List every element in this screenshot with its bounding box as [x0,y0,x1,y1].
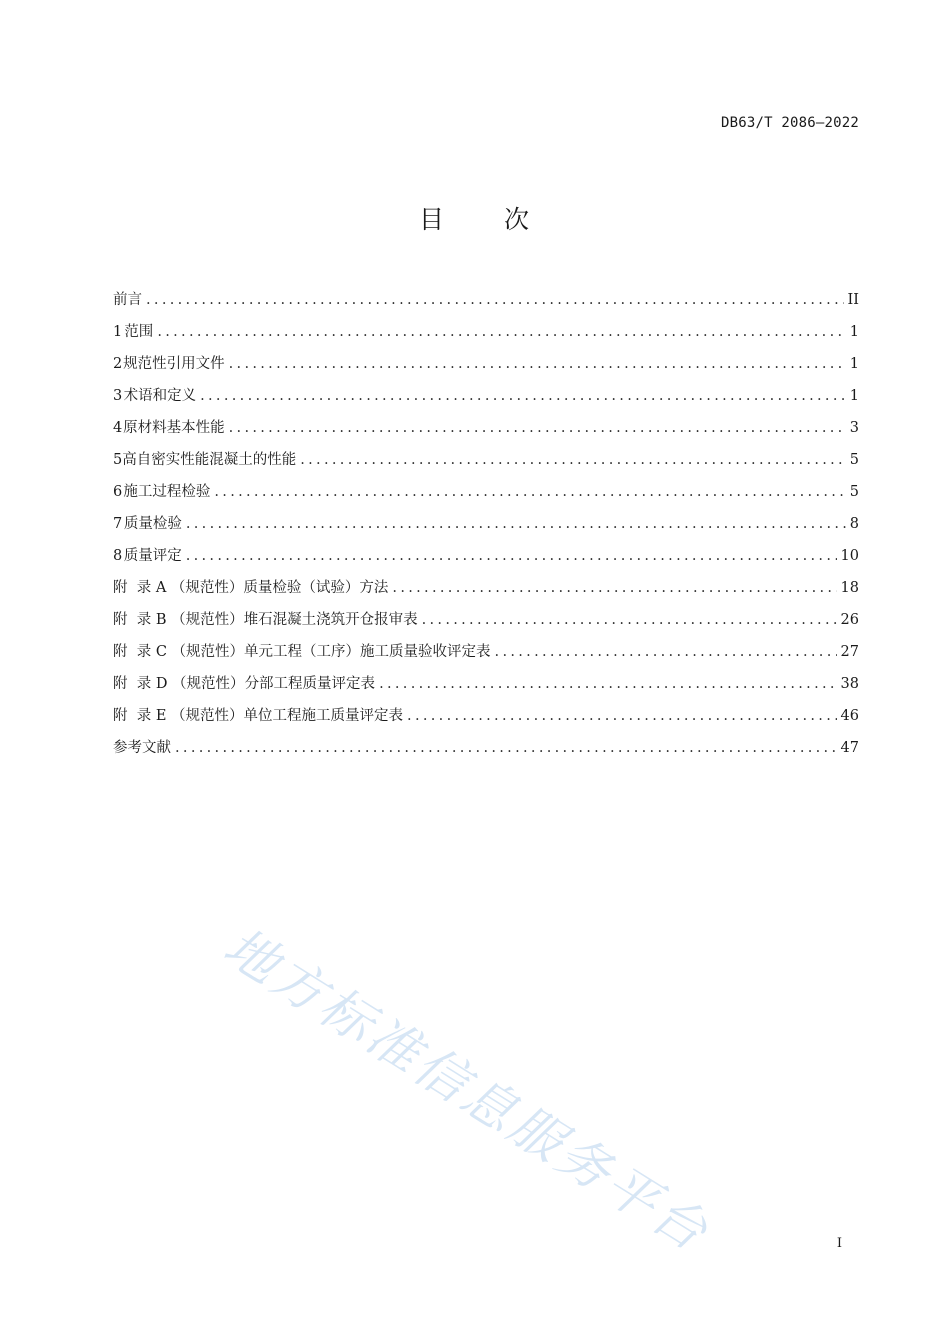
toc-label: 范围 [124,324,154,340]
toc-number: 8 [113,548,123,564]
toc-entry-7[interactable] [113,512,859,544]
title-char-1: 目 [418,205,446,234]
dot-leader [214,484,845,500]
page-number: I [836,1236,842,1251]
toc-page-number: 47 [840,740,859,756]
toc-number: 3 [113,388,123,404]
toc-page-number: 5 [849,484,859,500]
dot-leader [379,676,836,692]
toc-entry-1[interactable] [113,320,859,352]
dot-leader [229,356,846,372]
toc-page-number: 8 [849,516,859,532]
toc-number: 6 [113,484,123,500]
title-char-2: 次 [504,205,532,234]
table-of-contents [113,288,859,768]
toc-entry-8[interactable] [113,544,859,576]
dot-leader [175,740,837,756]
toc-entry-annex-b[interactable] [113,608,859,640]
toc-entry-references[interactable] [113,736,859,768]
toc-page-number: 10 [840,548,859,564]
dot-leader [186,516,846,532]
toc-label: 施工过程检验 [123,484,211,500]
toc-entry-annex-d[interactable] [113,672,859,704]
toc-entry-5[interactable] [113,448,859,480]
toc-number: 7 [113,516,123,532]
toc-label: 原材料基本性能 [123,420,225,436]
toc-page-number: 27 [840,644,859,660]
annex-prefix: 附 录 E （规范性） [113,708,244,724]
toc-page-number: 3 [849,420,859,436]
toc-label: 高自密实性能混凝土的性能 [122,452,297,468]
dot-leader [495,644,837,660]
dot-leader [229,420,846,436]
toc-entry-3[interactable] [113,384,859,416]
toc-label: 单位工程施工质量评定表 [243,708,404,724]
toc-page-number: 1 [849,356,859,372]
dot-leader [146,292,844,308]
toc-page-number: 18 [840,580,859,596]
toc-page-number: 1 [849,388,859,404]
toc-page-number: 38 [840,676,859,692]
dot-leader [157,324,845,340]
toc-entry-2[interactable] [113,352,859,384]
watermark: 地方标准信息服务平台 [213,916,720,1265]
toc-label: 术语和定义 [123,388,197,404]
toc-label: 前言 [113,292,142,308]
toc-label: 规范性引用文件 [123,356,225,372]
annex-prefix: 附 录 B （规范性） [113,612,244,628]
toc-number: 2 [113,356,123,372]
toc-entry-annex-e[interactable] [113,704,859,736]
dot-leader [300,452,846,468]
toc-number: 1 [113,324,123,340]
toc-label: 质量评定 [123,548,182,564]
dot-leader [186,548,837,564]
toc-page-number: 1 [849,324,859,340]
toc-number: 4 [113,420,123,436]
annex-prefix: 附 录 A （规范性） [113,580,244,596]
annex-prefix: 附 录 C （规范性） [113,644,245,660]
toc-page-number: II [847,292,859,308]
dot-leader [422,612,837,628]
page-title [0,200,950,236]
toc-label: 堆石混凝土浇筑开仓报审表 [243,612,418,628]
toc-label: 单元工程（工序）施工质量验收评定表 [244,644,491,660]
toc-page-number: 26 [840,612,859,628]
toc-label: 分部工程质量评定表 [244,676,376,692]
toc-entry-annex-a[interactable] [113,576,859,608]
toc-page-number: 5 [849,452,859,468]
toc-entry-6[interactable] [113,480,859,512]
toc-page-number: 46 [840,708,859,724]
dot-leader [407,708,837,724]
toc-label: 质量检验（试验）方法 [243,580,389,596]
toc-label: 质量检验 [123,516,182,532]
toc-entry-foreword[interactable] [113,288,859,320]
dot-leader [200,388,846,404]
toc-number: 5 [113,452,123,468]
toc-label: 参考文献 [113,740,171,756]
document-code: DB63/T 2086—2022 [720,115,859,131]
toc-entry-annex-c[interactable] [113,640,859,672]
annex-prefix: 附 录 D （规范性） [113,676,245,692]
dot-leader [392,580,836,596]
toc-entry-4[interactable] [113,416,859,448]
